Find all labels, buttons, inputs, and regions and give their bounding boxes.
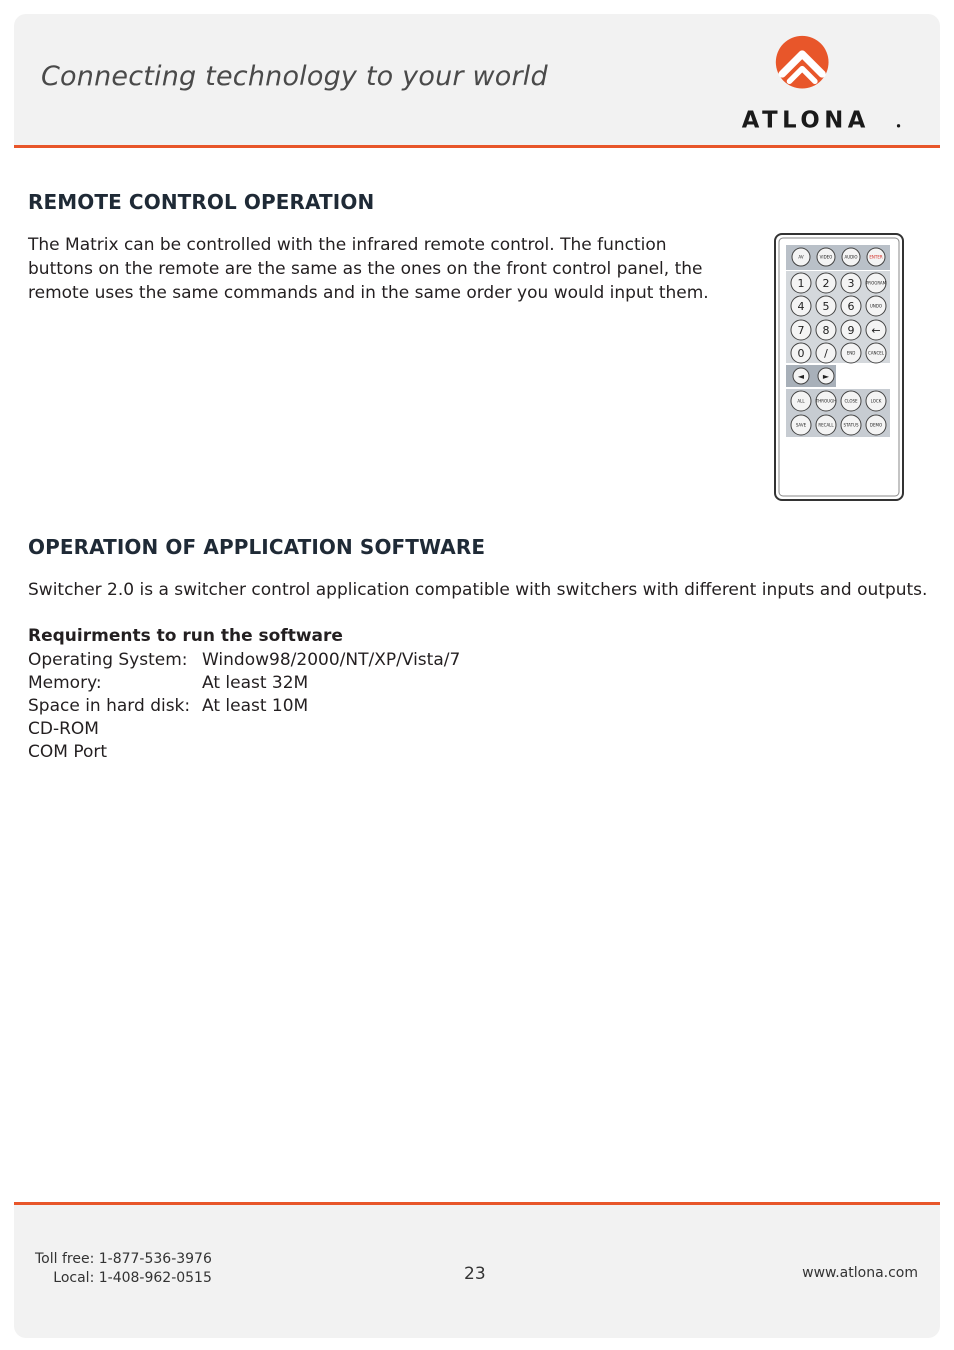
website-link[interactable]: www.atlona.com [802,1265,918,1281]
remote-control-image [774,233,904,501]
remote-button-label: 5 [822,299,830,313]
remote-button-label: AV [798,254,804,260]
software-intro: Switcher 2.0 is a switcher control application compatible with switchers with different inputs and outputs. [28,580,928,600]
remote-button-label: END [846,350,856,356]
toll-free-number: Toll free: 1-877-536-3976 [35,1251,212,1267]
remote-button-label: RECALL [818,422,834,428]
requirement-row [28,718,99,741]
logo-wordmark: ATLONA [741,107,870,134]
page-header [14,14,940,148]
remote-button-label: CLOSE [844,398,858,404]
remote-button-label: 3 [847,276,855,290]
remote-button-label: ◄ [797,371,805,381]
remote-button-label: 7 [797,323,805,337]
remote-button-label: SAVE [795,422,807,428]
remote-description-line: remote uses the same commands and in the same order you would input them. [28,283,709,303]
remote-button-label: STATUS [843,422,859,428]
remote-button-label: ← [871,323,881,337]
contact-phones [35,1250,212,1288]
requirement-label: Memory: [28,673,102,693]
requirement-value: Window98/2000/NT/XP/Vista/7 [202,650,461,670]
header-tagline: Connecting technology to your world [41,61,548,92]
remote-button-label: 6 [847,299,855,313]
remote-button-label: AUDIO [844,254,858,260]
local-number: Local: 1-408-962-0515 [53,1270,212,1286]
remote-button-label: DEMO [869,422,883,428]
requirement-row [28,695,309,718]
atlona-logo [694,34,914,134]
remote-button-label: / [824,346,828,360]
remote-button-label: LOCK [870,398,882,404]
section-title-remote: REMOTE CONTROL OPERATION [28,190,375,214]
requirement-row [28,672,309,695]
requirement-label: Space in hard disk: [28,696,191,716]
requirement-label: COM Port [28,742,108,762]
remote-button-label: 1 [797,276,805,290]
remote-button-label: 8 [822,323,830,337]
remote-button-label: ENTER [869,254,883,260]
remote-button-label: VIDEO [819,254,833,260]
remote-button-label: CANCEL [867,350,885,356]
remote-description-line: buttons on the remote are the same as the ones on the front control panel, the [28,259,703,279]
remote-button-label: 4 [797,299,805,313]
requirement-label: CD-ROM [28,719,99,739]
logo-circle-icon [776,36,829,89]
remote-button-label: ALL [797,398,805,404]
requirement-row [28,741,107,764]
page-footer [14,1202,940,1338]
remote-button-label: THROUGH [815,398,837,404]
remote-button-label: 0 [797,346,805,360]
requirement-value: At least 10M [202,696,309,716]
requirements-title: Requirments to run the software [28,626,343,646]
remote-button-label: ► [822,371,830,381]
requirement-row [28,649,461,672]
section-title-software: OPERATION OF APPLICATION SOFTWARE [28,535,486,559]
requirement-value: At least 32M [202,673,309,693]
remote-button-label: 2 [822,276,830,290]
remote-button-label: PROGRAM [865,280,887,286]
remote-button-label: UNDO [869,303,883,309]
requirement-label: Operating System: [28,650,188,670]
remote-description-line: The Matrix can be controlled with the infrared remote control. The function [28,235,667,255]
remote-description [28,233,709,305]
page-number: 23 [464,1264,486,1284]
remote-button-label: 9 [847,323,855,337]
